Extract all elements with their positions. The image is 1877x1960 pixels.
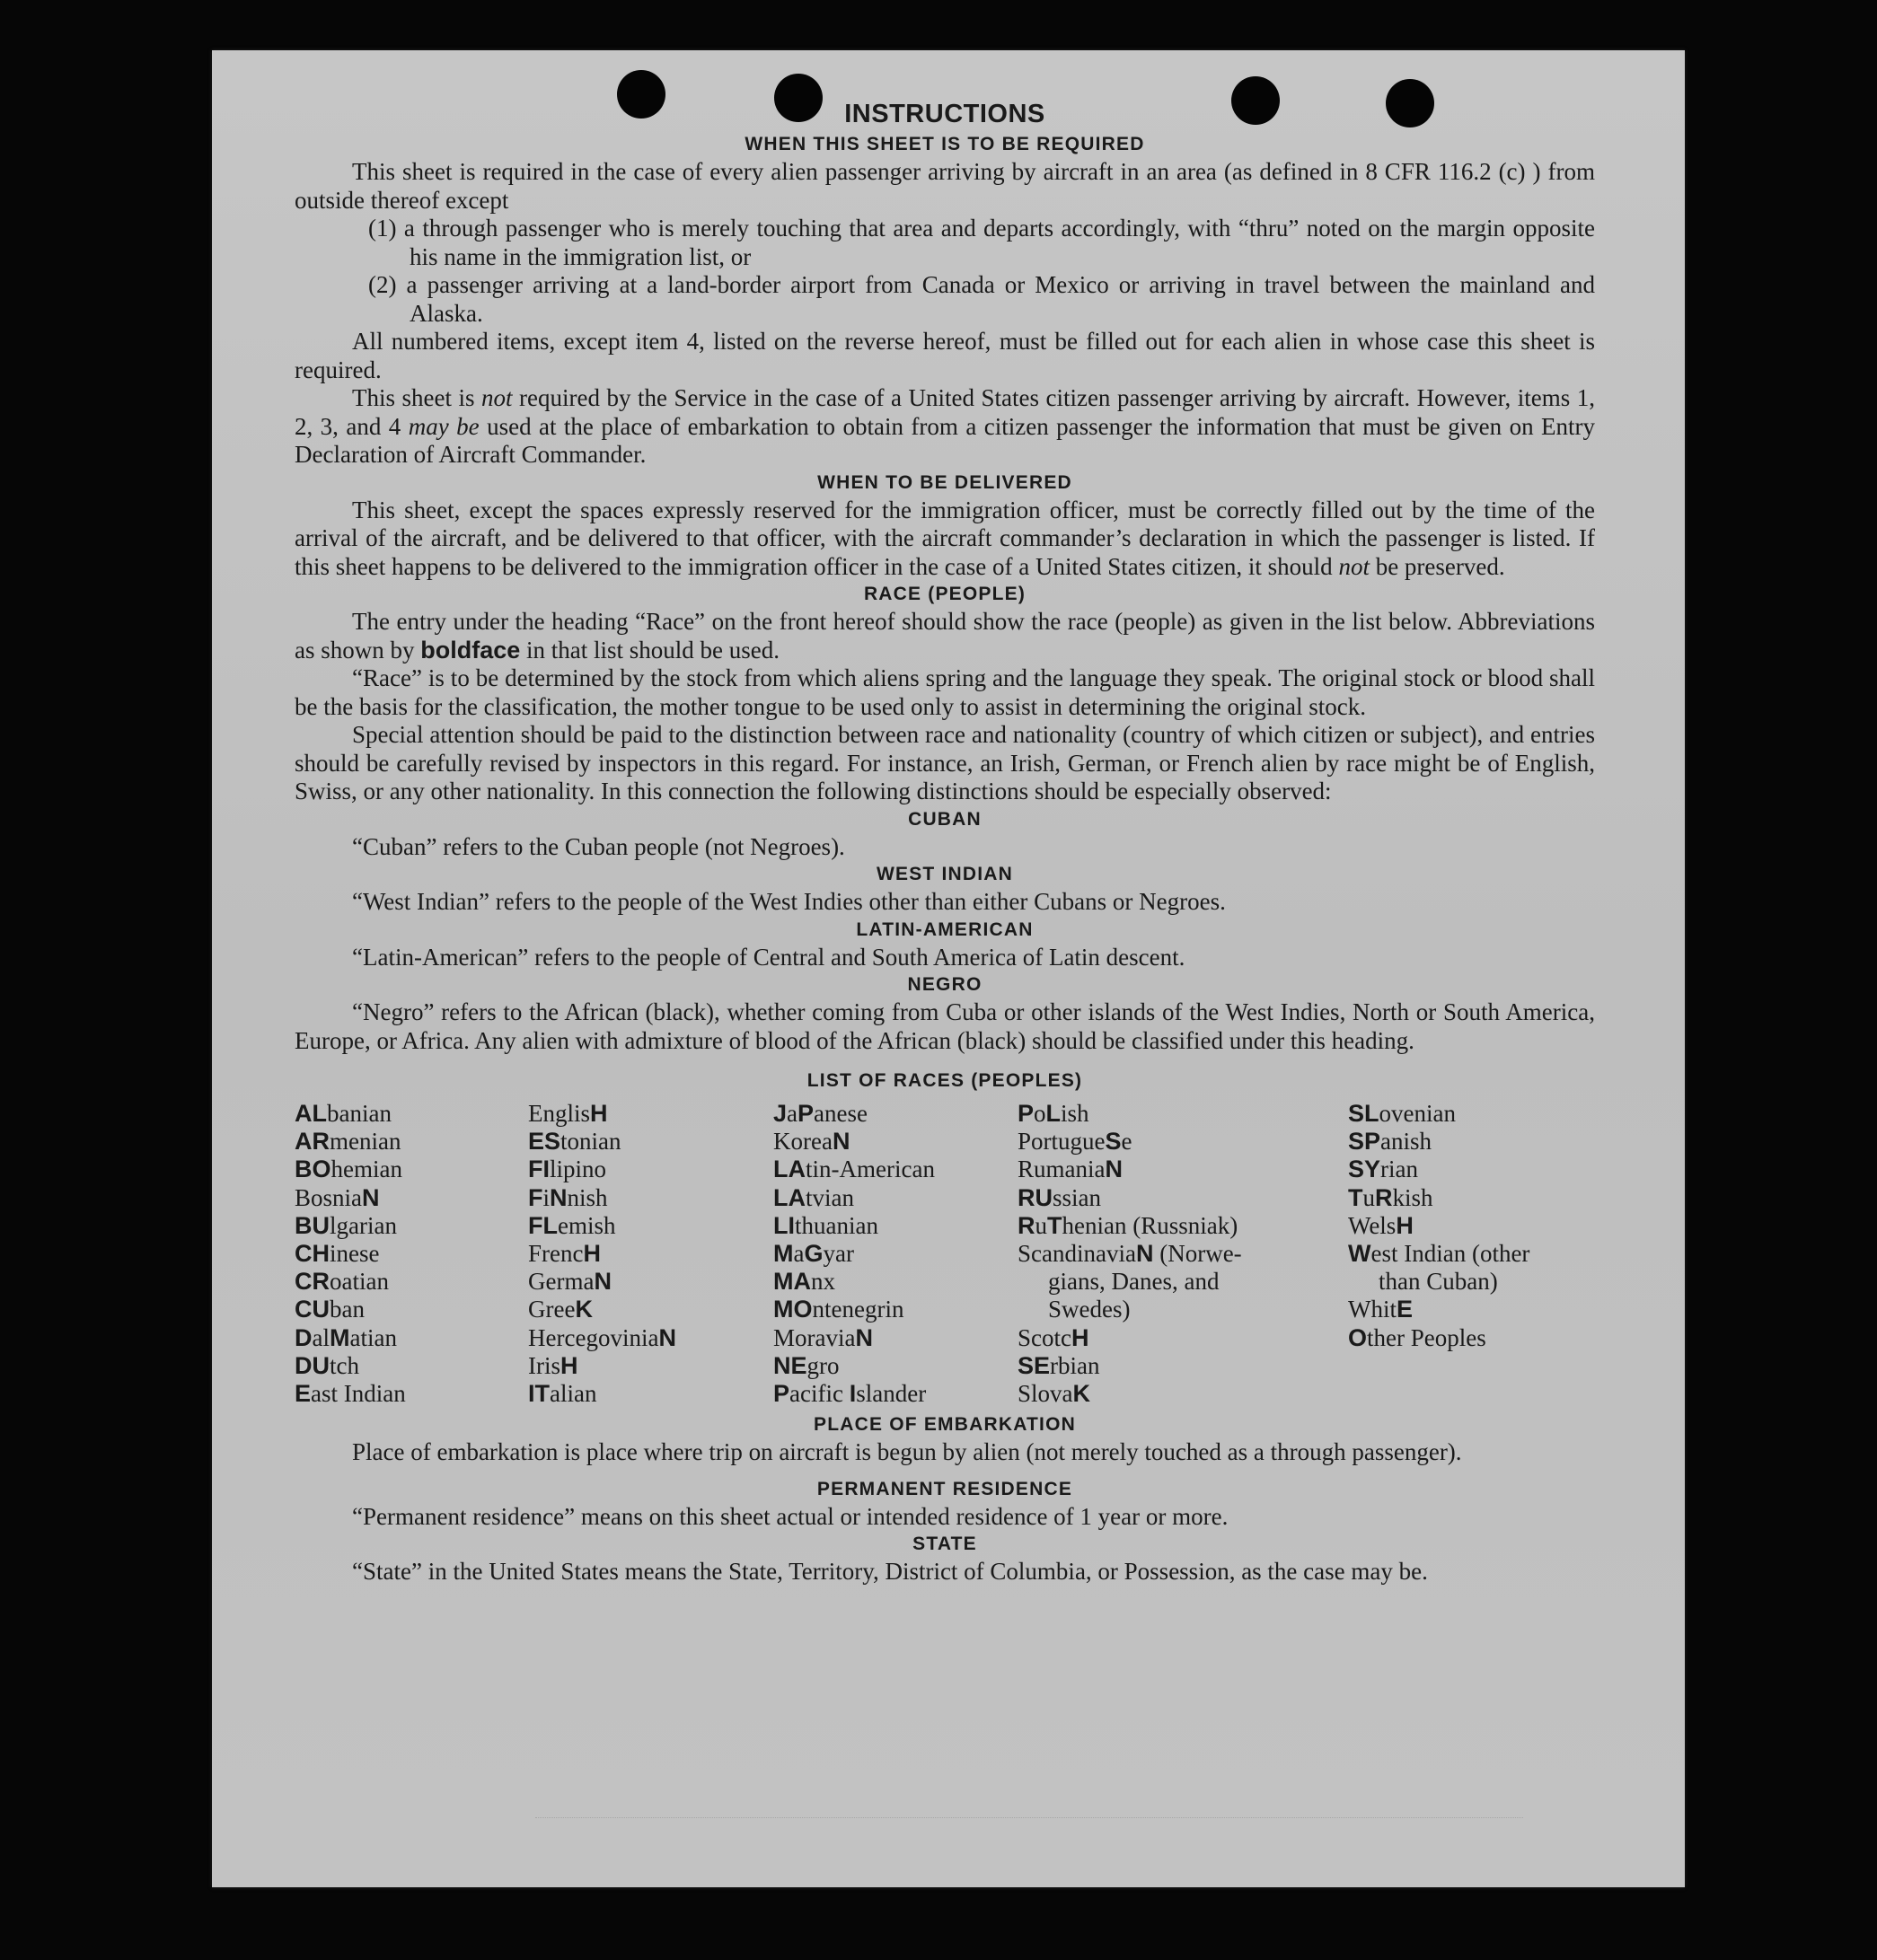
text-run: in that list should be used. bbox=[520, 636, 780, 664]
race-text: o bbox=[1034, 1100, 1046, 1127]
race-abbreviation: N bbox=[550, 1183, 568, 1211]
text-run: used at the place of embarkation to obtain from a citizen passenger the information that must be given on Entry Declaration of Aircraft Commander. bbox=[295, 412, 1595, 468]
race-entry bbox=[528, 1296, 773, 1323]
race-text: hemian bbox=[330, 1156, 402, 1183]
race-entry bbox=[528, 1240, 773, 1268]
race-text: ban bbox=[330, 1296, 365, 1323]
race-entry bbox=[1018, 1156, 1348, 1183]
race-abbreviation: M bbox=[773, 1240, 794, 1268]
race-text: oatian bbox=[330, 1268, 389, 1296]
race-text: alian bbox=[550, 1380, 597, 1408]
heading-permanent-residence: PERMANENT RESIDENCE bbox=[816, 1478, 1073, 1499]
race-text: al bbox=[312, 1323, 330, 1351]
race-text: Whit bbox=[1348, 1296, 1397, 1323]
document-sheet bbox=[212, 50, 1685, 1887]
race-text: ssian bbox=[1053, 1183, 1101, 1211]
race-entry bbox=[295, 1296, 528, 1323]
heading-embarkation: PLACE OF EMBARKATION bbox=[814, 1414, 1076, 1436]
race-abbreviation: MO bbox=[773, 1296, 813, 1323]
text-run: required by the Service in the case of a United States citizen passenger arriving by aircraft. However, items 1, 2, 3, and 4 bbox=[295, 384, 1595, 440]
race-text: slander bbox=[856, 1380, 927, 1408]
race-abbreviation: AL bbox=[295, 1100, 327, 1127]
race-entry bbox=[1348, 1240, 1595, 1268]
race-entry bbox=[528, 1100, 773, 1128]
race-entry bbox=[773, 1240, 1018, 1268]
emphasis-bold: boldface bbox=[420, 636, 521, 664]
race-text: a bbox=[793, 1240, 805, 1268]
race-text: ish bbox=[1061, 1100, 1089, 1127]
race-text: a bbox=[787, 1100, 798, 1127]
race-entry bbox=[1018, 1184, 1348, 1212]
race-text: ther Peoples bbox=[1367, 1323, 1486, 1351]
list-item: (1) a through passenger who is merely touching that area and departs accordingly, with “thru” noted on the margin opposite his name in the immigration list, or bbox=[368, 215, 1595, 270]
race-entry bbox=[773, 1212, 1018, 1240]
race-abbreviation: H bbox=[590, 1100, 608, 1127]
race-text: ovenian bbox=[1379, 1100, 1456, 1127]
race-text: Bosnia bbox=[295, 1183, 363, 1211]
race-text: tin-American bbox=[806, 1156, 935, 1183]
race-abbreviation: LI bbox=[773, 1211, 795, 1239]
paragraph: Place of embarkation is place where trip on aircraft is begun by alien (not merely touched as a through passenger). bbox=[352, 1438, 1462, 1466]
emphasis: not bbox=[1338, 552, 1370, 580]
race-abbreviation: MA bbox=[773, 1268, 811, 1296]
race-text: thuanian bbox=[795, 1211, 878, 1239]
race-text: Hercegovinia bbox=[528, 1323, 659, 1351]
race-abbreviation: E bbox=[295, 1380, 312, 1408]
race-text: anese bbox=[814, 1100, 868, 1127]
race-text: Slova bbox=[1018, 1380, 1073, 1408]
race-entry bbox=[1348, 1324, 1595, 1352]
paragraph bbox=[295, 384, 1595, 470]
race-text: u bbox=[1362, 1183, 1375, 1211]
race-text: Frenc bbox=[528, 1240, 584, 1268]
race-entry bbox=[295, 1128, 528, 1156]
heading-race: RACE (PEOPLE) bbox=[863, 584, 1027, 604]
race-text: banian bbox=[327, 1100, 392, 1127]
race-entry bbox=[1348, 1296, 1595, 1323]
race-abbreviation: H bbox=[560, 1351, 578, 1379]
race-text: Korea bbox=[773, 1128, 833, 1156]
race-column bbox=[773, 1100, 1018, 1408]
race-abbreviation: N bbox=[594, 1268, 612, 1296]
race-abbreviation: CR bbox=[295, 1268, 330, 1296]
race-abbreviation: SY bbox=[1348, 1156, 1381, 1183]
race-entry bbox=[1018, 1240, 1348, 1268]
faint-footer-print bbox=[535, 1817, 1523, 1838]
race-entry bbox=[1018, 1212, 1348, 1240]
race-entry bbox=[528, 1352, 773, 1380]
race-abbreviation: N bbox=[362, 1183, 380, 1211]
race-abbreviation: N bbox=[832, 1128, 850, 1156]
race-text: nx bbox=[811, 1268, 835, 1296]
race-abbreviation: N bbox=[1135, 1240, 1154, 1268]
race-column bbox=[295, 1100, 528, 1408]
race-text: lgarian bbox=[330, 1211, 397, 1239]
race-abbreviation: BU bbox=[295, 1211, 330, 1239]
race-abbreviation: SL bbox=[1348, 1100, 1379, 1127]
race-text: e bbox=[1121, 1128, 1132, 1156]
race-abbreviation: O bbox=[1348, 1323, 1368, 1351]
race-entry bbox=[1348, 1128, 1595, 1156]
race-text: lipino bbox=[550, 1156, 607, 1183]
race-abbreviation: AR bbox=[295, 1128, 330, 1156]
race-entry bbox=[295, 1352, 528, 1380]
race-abbreviation: L bbox=[1045, 1100, 1062, 1127]
race-abbreviation: ES bbox=[528, 1128, 561, 1156]
race-text: ntenegrin bbox=[812, 1296, 904, 1323]
race-entry bbox=[1018, 1324, 1348, 1352]
page-title: INSTRUCTIONS bbox=[844, 100, 1045, 128]
race-abbreviation: K bbox=[1072, 1380, 1091, 1408]
paragraph: This sheet is required in the case of every alien passenger arriving by aircraft in an area (as defined in 8 CFR 116.2 (c) ) from outside thereof except bbox=[295, 158, 1595, 214]
paragraph: “Permanent residence” means on this sheet actual or intended residence of 1 year or more. bbox=[352, 1502, 1229, 1530]
race-entry bbox=[1348, 1184, 1595, 1212]
race-abbreviation: K bbox=[575, 1296, 593, 1323]
race-abbreviation: T bbox=[1047, 1211, 1062, 1239]
race-abbreviation: NE bbox=[773, 1351, 807, 1379]
race-text: rbian bbox=[1050, 1351, 1100, 1379]
race-abbreviation: W bbox=[1348, 1240, 1371, 1268]
race-entry bbox=[1348, 1100, 1595, 1128]
heading-when-required: WHEN THIS SHEET IS TO BE REQUIRED bbox=[745, 134, 1145, 154]
race-entry bbox=[295, 1212, 528, 1240]
race-abbreviation: P bbox=[1018, 1100, 1035, 1127]
race-abbreviation: R bbox=[1018, 1211, 1035, 1239]
race-entry bbox=[773, 1128, 1018, 1156]
race-list bbox=[295, 1100, 1595, 1408]
heading-west-indian: WEST INDIAN bbox=[876, 864, 1014, 884]
heading-state: STATE bbox=[912, 1534, 977, 1555]
race-abbreviation: BO bbox=[295, 1156, 331, 1183]
race-text: acific bbox=[789, 1380, 850, 1408]
race-text: Portugue bbox=[1018, 1128, 1106, 1156]
race-abbreviation: RU bbox=[1018, 1183, 1053, 1211]
race-text: Wels bbox=[1348, 1211, 1397, 1239]
race-entry bbox=[1018, 1268, 1348, 1296]
paragraph bbox=[295, 497, 1595, 582]
race-entry bbox=[1018, 1296, 1348, 1323]
race-entry bbox=[1348, 1268, 1595, 1296]
race-abbreviation: FI bbox=[528, 1156, 550, 1183]
race-text: kish bbox=[1392, 1183, 1433, 1211]
race-abbreviation: E bbox=[1397, 1296, 1414, 1323]
heading-when-delivered: WHEN TO BE DELIVERED bbox=[817, 471, 1072, 493]
race-entry bbox=[528, 1212, 773, 1240]
paragraph bbox=[295, 608, 1595, 664]
paragraph: “Cuban” refers to the Cuban people (not Negroes). bbox=[352, 832, 845, 860]
race-entry bbox=[295, 1156, 528, 1183]
race-entry bbox=[528, 1268, 773, 1296]
heading-latin-american: LATIN-AMERICAN bbox=[856, 918, 1034, 940]
paragraph: “West Indian” refers to the people of the West Indies other than either Cubans or Negroes. bbox=[352, 888, 1226, 915]
race-abbreviation: H bbox=[1396, 1211, 1414, 1239]
race-abbreviation: H bbox=[583, 1240, 601, 1268]
emphasis: may be bbox=[408, 412, 480, 440]
heading-list-of-races: LIST OF RACES (PEOPLES) bbox=[806, 1070, 1083, 1091]
race-text: gro bbox=[806, 1351, 840, 1379]
race-abbreviation: P bbox=[798, 1100, 815, 1127]
race-entry bbox=[773, 1380, 1018, 1408]
race-entry bbox=[1018, 1380, 1348, 1408]
race-abbreviation: D bbox=[295, 1323, 313, 1351]
heading-negro: NEGRO bbox=[907, 974, 983, 995]
race-abbreviation: FL bbox=[528, 1211, 558, 1239]
race-abbreviation: R bbox=[1375, 1183, 1393, 1211]
paragraph: Special attention should be paid to the distinction between race and nationality (country of which citizen or subject), and entries should be carefully revised by inspectors in this regard. For instance, an Irish, German, or French alien by race might be of English, Swiss, or any other nationality. In this connection the following distinctions should be especially observed: bbox=[295, 721, 1595, 804]
race-entry bbox=[295, 1380, 528, 1408]
race-column bbox=[1348, 1100, 1595, 1408]
race-abbreviation: T bbox=[1348, 1183, 1363, 1211]
race-abbreviation: H bbox=[1071, 1323, 1089, 1351]
race-entry bbox=[1348, 1212, 1595, 1240]
race-text: than Cuban) bbox=[1379, 1268, 1498, 1296]
race-entry bbox=[1018, 1100, 1348, 1128]
race-abbreviation: LA bbox=[773, 1183, 806, 1211]
text-run: be preserved. bbox=[1369, 552, 1505, 580]
race-abbreviation: CU bbox=[295, 1296, 330, 1323]
paragraph: “Negro” refers to the African (black), whether coming from Cuba or other islands of the West Indies, North or South America, Europe, or Africa. Any alien with admixture of blood of the African (black) should be classified under this heading. bbox=[295, 998, 1595, 1054]
race-entry bbox=[295, 1268, 528, 1296]
race-column bbox=[528, 1100, 773, 1408]
race-text: (Norwe- bbox=[1153, 1240, 1242, 1268]
race-text: est Indian (other bbox=[1370, 1240, 1530, 1268]
race-abbreviation: I bbox=[849, 1380, 857, 1408]
race-text: tch bbox=[330, 1351, 359, 1379]
race-text: menian bbox=[330, 1128, 401, 1156]
race-entry bbox=[773, 1268, 1018, 1296]
emphasis: not bbox=[481, 384, 513, 411]
race-text: Gree bbox=[528, 1296, 576, 1323]
race-abbreviation: P bbox=[773, 1380, 790, 1408]
text-run: This sheet, except the spaces expressly reserved for the immigration officer, must be correctly filled out by the time of the arrival of the aircraft, and be delivered to that officer, with the aircraft commander’s declaration in which the passenger is listed. If this sheet happens to be delivered to the immigration officer in the case of a United States citizen, it should bbox=[295, 496, 1595, 580]
race-text: ast Indian bbox=[311, 1380, 406, 1408]
race-entry bbox=[295, 1324, 528, 1352]
race-abbreviation: G bbox=[804, 1240, 824, 1268]
race-text: Englis bbox=[528, 1100, 591, 1127]
race-text: Scotc bbox=[1018, 1323, 1071, 1351]
race-text: emish bbox=[558, 1211, 616, 1239]
race-entry bbox=[528, 1128, 773, 1156]
race-entry bbox=[773, 1324, 1018, 1352]
race-entry bbox=[1348, 1156, 1595, 1183]
race-abbreviation: F bbox=[528, 1183, 543, 1211]
race-abbreviation: J bbox=[773, 1100, 788, 1127]
race-text: nish bbox=[567, 1183, 608, 1211]
race-entry bbox=[528, 1380, 773, 1408]
race-entry bbox=[773, 1296, 1018, 1323]
race-abbreviation: N bbox=[1105, 1156, 1123, 1183]
race-text: Moravia bbox=[773, 1323, 856, 1351]
race-text: atian bbox=[349, 1323, 397, 1351]
race-text: Iris bbox=[528, 1351, 560, 1379]
list-item: (2) a passenger arriving at a land-border airport from Canada or Mexico or arriving in travel between the mainland and Alaska. bbox=[368, 271, 1595, 327]
race-entry bbox=[773, 1184, 1018, 1212]
race-abbreviation: LA bbox=[773, 1156, 806, 1183]
race-text: Swedes) bbox=[1048, 1296, 1131, 1323]
race-text: henian (Russniak) bbox=[1062, 1211, 1238, 1239]
race-entry bbox=[295, 1240, 528, 1268]
race-text: Germa bbox=[528, 1268, 595, 1296]
race-text: u bbox=[1035, 1211, 1047, 1239]
race-entry bbox=[528, 1324, 773, 1352]
race-text: yar bbox=[823, 1240, 854, 1268]
race-text: anish bbox=[1380, 1128, 1432, 1156]
paragraph: “Latin-American” refers to the people of Central and South America of Latin descent. bbox=[352, 943, 1185, 971]
race-text: tonian bbox=[560, 1128, 621, 1156]
paragraph: “State” in the United States means the State, Territory, District of Columbia, or Possession, as the case may be. bbox=[352, 1558, 1428, 1586]
race-entry bbox=[295, 1100, 528, 1128]
race-abbreviation: N bbox=[855, 1323, 873, 1351]
race-entry bbox=[295, 1184, 528, 1212]
heading-cuban: CUBAN bbox=[908, 808, 982, 830]
race-abbreviation: CH bbox=[295, 1240, 330, 1268]
text-run: This sheet is bbox=[352, 384, 482, 411]
race-entry bbox=[1018, 1128, 1348, 1156]
race-text: gians, Danes, and bbox=[1048, 1268, 1220, 1296]
race-entry bbox=[773, 1100, 1018, 1128]
race-abbreviation: N bbox=[658, 1323, 676, 1351]
text-run: The entry under the heading “Race” on the front hereof should show the race (people) as given in the list below. Abbreviations as shown by bbox=[295, 608, 1595, 664]
race-column bbox=[1018, 1100, 1348, 1408]
race-abbreviation: SP bbox=[1348, 1128, 1381, 1156]
instructions-content bbox=[295, 97, 1595, 1586]
race-text: Rumania bbox=[1018, 1156, 1106, 1183]
race-text: inese bbox=[330, 1240, 380, 1268]
race-abbreviation: DU bbox=[295, 1351, 330, 1379]
paragraph: All numbered items, except item 4, listed on the reverse hereof, must be filled out for each alien in whose case this sheet is required. bbox=[295, 328, 1595, 383]
race-abbreviation: M bbox=[330, 1323, 350, 1351]
race-entry bbox=[773, 1352, 1018, 1380]
race-abbreviation: S bbox=[1105, 1128, 1122, 1156]
race-abbreviation: SE bbox=[1018, 1351, 1051, 1379]
race-entry bbox=[528, 1156, 773, 1183]
race-entry bbox=[1018, 1352, 1348, 1380]
race-abbreviation: IT bbox=[528, 1380, 550, 1408]
race-text: rian bbox=[1380, 1156, 1419, 1183]
race-entry bbox=[528, 1184, 773, 1212]
race-entry bbox=[773, 1156, 1018, 1183]
race-text: tvian bbox=[806, 1183, 854, 1211]
race-text: i bbox=[542, 1183, 551, 1211]
paragraph: “Race” is to be determined by the stock from which aliens spring and the language they speak. The original stock or blood shall be the basis for the classification, the mother tongue to be used only to assist in determining the original stock. bbox=[295, 664, 1595, 720]
race-text: Scandinavia bbox=[1018, 1240, 1136, 1268]
